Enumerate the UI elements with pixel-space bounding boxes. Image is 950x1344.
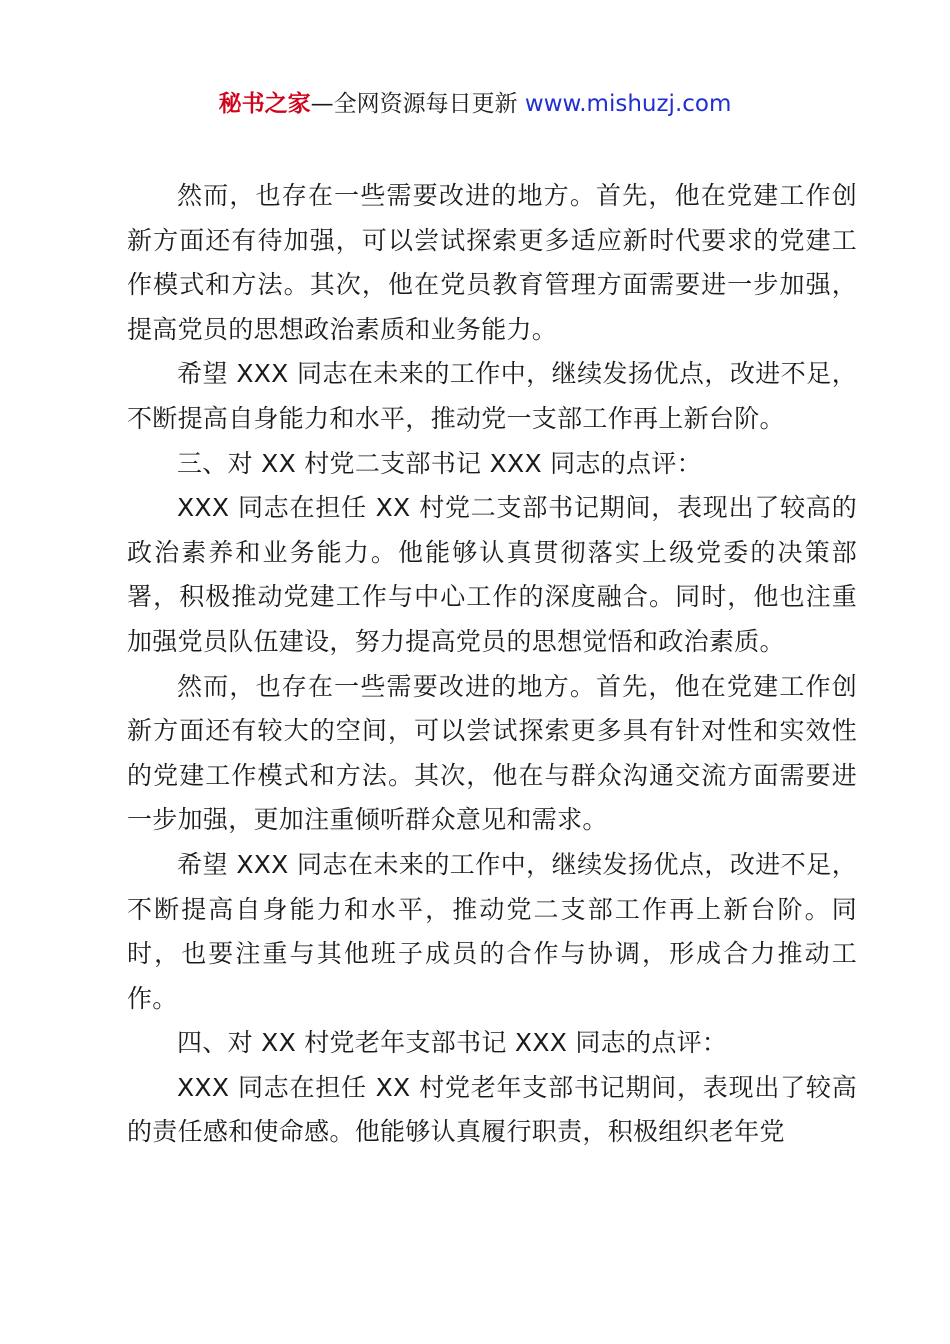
section-heading: 四、对 XX 村党老年支部书记 XXX 同志的点评： bbox=[177, 1028, 728, 1058]
document-body bbox=[127, 174, 857, 1155]
site-tagline: —全网资源每日更新 bbox=[310, 91, 525, 117]
paragraph: 希望 XXX 同志在未来的工作中，继续发扬优点，改进不足，不断提高自身能力和水平，推动党二支部工作再上新台阶。同时，也要注重与其他班子成员的合作与协调，形成合力推动工作。 bbox=[127, 849, 857, 1013]
paragraph: 然而，也存在一些需要改进的地方。首先，他在党建工作创新方面还有较大的空间，可以尝试探索更多具有针对性和实效性的党建工作模式和方法。其次，他在与群众沟通交流方面需要进一步加强，更加注重倾听群众意见和需求。 bbox=[127, 671, 857, 835]
site-brand: 秘书之家 bbox=[218, 91, 311, 117]
site-header bbox=[0, 88, 950, 120]
paragraph: 然而，也存在一些需要改进的地方。首先，他在党建工作创新方面还有待加强，可以尝试探索更多适应新时代要求的党建工作模式和方法。其次，他在党员教育管理方面需要进一步加强，提高党员的思想政治素质和业务能力。 bbox=[127, 181, 857, 344]
paragraph: 希望 XXX 同志在未来的工作中，继续发扬优点，改进不足，不断提高自身能力和水平，推动党一支部工作再上新台阶。 bbox=[127, 359, 857, 433]
paragraph: XXX 同志在担任 XX 村党老年支部书记期间，表现出了较高的责任感和使命感。他能够认真履行职责，积极组织老年党 bbox=[127, 1072, 857, 1147]
paragraph: XXX 同志在担任 XX 村党二支部书记期间，表现出了较高的政治素养和业务能力。他能够认真贯彻落实上级党委的决策部署，积极推动党建工作与中心工作的深度融合。同时，他也注重加强党员队伍建设，努力提高党员的思想觉悟和政治素质。 bbox=[127, 493, 857, 656]
section-heading: 三、对 XX 村党二支部书记 XXX 同志的点评： bbox=[177, 448, 702, 478]
site-url-link[interactable]: www.mishuzj.com bbox=[524, 91, 732, 117]
